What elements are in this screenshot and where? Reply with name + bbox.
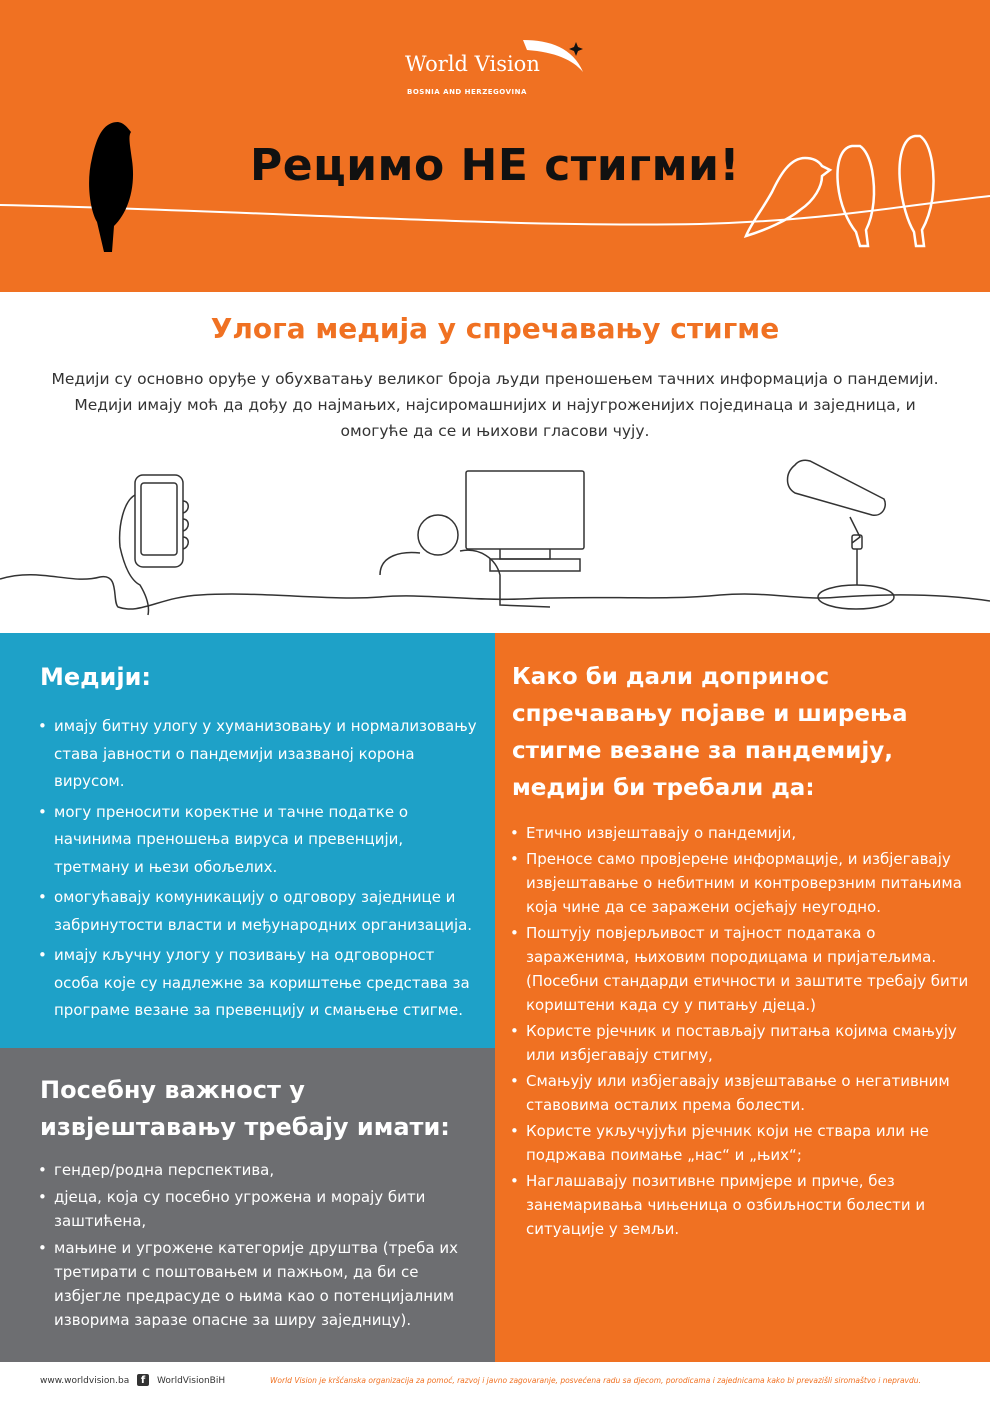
- microphone-icon: [788, 460, 895, 609]
- logo-name: World Vision: [405, 52, 540, 76]
- section-subtitle: Улога медија у спречавању стигме: [210, 312, 780, 345]
- list-item: • могу преносити коректне и тачне податке о начинима преношења вируса и превенцији, третману и њези обољелих.: [38, 799, 483, 882]
- list-item: • омогућавају комуникацију о одговору заједнице и забринутости власти и међународних организација.: [38, 884, 483, 939]
- media-line-illustration: [0, 455, 990, 633]
- list-item: • Поштују повјерљивост и тајност података о зараженима, њиховим породицама и пријатељима. (Посебни стандарди етичности и заштите требају бити кориштени када су у питању дјеца.): [510, 921, 970, 1017]
- list-item: • дјеца, која су посебно угрожена и морају бити заштићена,: [38, 1185, 468, 1233]
- list-item: • гендер/родна перспектива,: [38, 1158, 468, 1182]
- media-list: [38, 713, 483, 1028]
- list-item: • Наглашавају позитивне примјере и приче, без занемаривања чињеница о озбиљности болести и ситуације у земљи.: [510, 1169, 970, 1241]
- media-heading: Медији:: [40, 663, 151, 691]
- list-item: • Преносе само провјерене информације, и избјегавају извјештавање о небитним и контроверзним питањима која чине да се заражени осјећају неугодно.: [510, 847, 970, 919]
- list-item: • имају битну улогу у хуманизовању и нормализовању става јавности о пандемији изазваној корона вирусом.: [38, 713, 483, 796]
- website-link[interactable]: www.worldvision.ba: [40, 1376, 130, 1386]
- facebook-link[interactable]: WorldVisionBiH: [157, 1376, 226, 1386]
- intro-paragraph: Медији су основно оруђе у обухватању великог броја људи преношењем тачних информација о пандемији. Медији имају моћ да дођу до најмањих, најсиромашнијих и најугроженијих појединаца и заједница, и омогуће да се и њихови гласови чују.: [51, 370, 939, 440]
- list-item: • Смањују или избјегавају извјештавање о негативним ставовима осталих према болести.: [510, 1069, 970, 1117]
- smartphone-icon: [120, 475, 189, 615]
- importance-panel: [0, 1048, 495, 1362]
- world-vision-logo: [405, 38, 605, 100]
- facebook-icon: f: [137, 1374, 149, 1386]
- contribution-list: [510, 821, 970, 1243]
- logo-subtitle: BOSNIA AND HERZEGOVINA: [407, 88, 527, 96]
- page-title: Рецимо НЕ стигми!: [249, 140, 740, 191]
- list-item: • имају кључну улогу у позивању на одговорност особа које су надлежне за кориштење средстава за програме везане за превенцију и смањење стигме.: [38, 942, 483, 1025]
- list-item: • Етично извјештавају о пандемији,: [510, 821, 970, 845]
- viewer-person-icon: [380, 515, 550, 607]
- contribution-heading: Како би дали допринос спречавању појаве и ширења стигме везане за пандемију, медији би требали да:: [512, 664, 908, 801]
- mission-statement: World Vision je kršćanska organizacija za pomoć, razvoj i javno zagovaranje, posvećena radu sa djecom, porodicama i zajednicama kako bi prevazišli siromaštvo i nepravdu.: [270, 1376, 921, 1385]
- media-panel: [0, 633, 495, 1048]
- list-item: • Користе укључујући рјечник који не ствара или не подржава поимање „нас“ и „њих“;: [510, 1119, 970, 1167]
- header-banner: [0, 0, 990, 292]
- list-item: • Користе рјечник и постављају питања којима смањују или избјегавају стигму,: [510, 1019, 970, 1067]
- contribution-panel: [495, 633, 990, 1362]
- importance-list: [38, 1158, 468, 1335]
- list-item: • мањине и угрожене категорије друштва (треба их третирати с поштовањем и пажњом, да би се избјегле предрасуде о њима као о потенцијалним изворима заразе опасне за ширу заједницу).: [38, 1236, 468, 1332]
- television-icon: [466, 471, 584, 571]
- importance-heading: Посебну важност у извјештавању требају имати:: [40, 1076, 450, 1141]
- footer: [0, 1362, 990, 1401]
